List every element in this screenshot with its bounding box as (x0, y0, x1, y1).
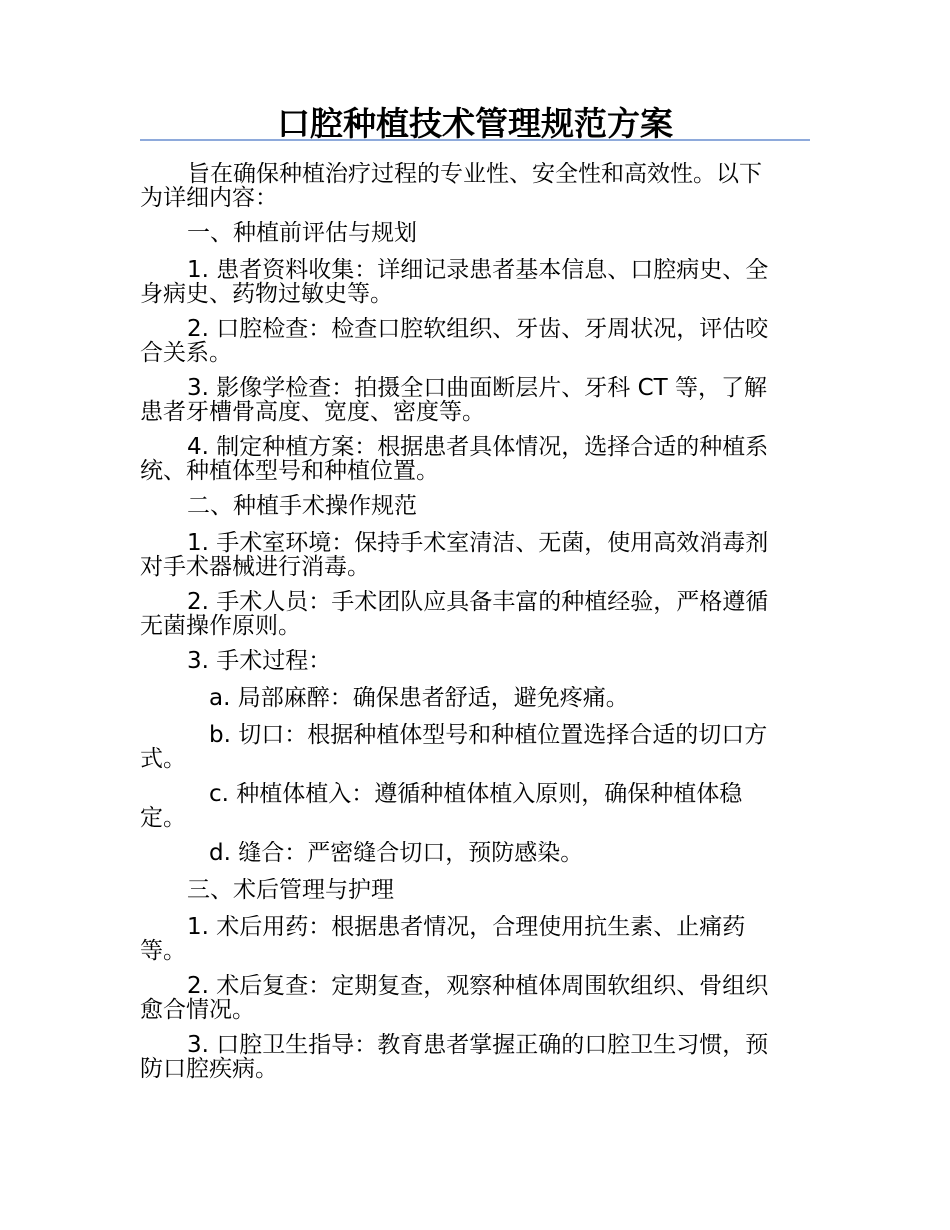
list-item (140, 1033, 810, 1081)
list-item (140, 435, 810, 483)
sub-list-item (140, 782, 810, 830)
paragraph-line: 合关系。 (140, 340, 232, 365)
list-item (140, 590, 810, 638)
paragraph-line: 定。 (140, 805, 186, 830)
paragraph-line: c. 种植体植入：遵循种植体植入原则，确保种植体稳 (209, 782, 743, 807)
paragraph-line: 患者牙槽骨高度、宽度、密度等。 (140, 399, 485, 424)
list-item (140, 915, 810, 963)
paragraph-line: d. 缝合：严密缝合切口，预防感染。 (209, 841, 584, 865)
list-item (140, 649, 810, 673)
heading-text: 二、种植手术操作规范 (187, 494, 417, 518)
paragraph-line: 3. 手术过程： (187, 649, 332, 673)
list-item (140, 376, 810, 424)
sub-list-item (140, 686, 810, 710)
paragraph-line: 1. 术后用药：根据患者情况，合理使用抗生素、止痛药 (187, 915, 746, 940)
list-item (140, 258, 810, 306)
paragraph-line: 4. 制定种植方案：根据患者具体情况，选择合适的种植系 (187, 435, 769, 460)
paragraph-line: 身病史、药物过敏史等。 (140, 281, 393, 306)
sub-list-item (140, 723, 810, 771)
section-heading-2 (140, 494, 810, 518)
paragraph-line: 1. 患者资料收集：详细记录患者基本信息、口腔病史、全 (187, 258, 769, 283)
paragraph-line: 愈合情况。 (140, 997, 255, 1022)
paragraph-line: 旨在确保种植治疗过程的专业性、安全性和高效性。以下 (187, 162, 762, 187)
paragraph-line: 3. 口腔卫生指导：教育患者掌握正确的口腔卫生习惯，预 (187, 1033, 769, 1058)
paragraph-line: 2. 术后复查：定期复查，观察种植体周围软组织、骨组织 (187, 974, 769, 999)
paragraph-line: 3. 影像学检查：拍摄全口曲面断层片、牙科 CT 等，了解 (187, 376, 767, 401)
page-title: 口腔种植技术管理规范方案 (277, 104, 673, 143)
list-item (140, 317, 810, 365)
paragraph-line: 等。 (140, 938, 186, 963)
list-item (140, 974, 810, 1022)
paragraph-line: a. 局部麻醉：确保患者舒适，避免疼痛。 (209, 686, 629, 710)
title-underline (140, 139, 810, 141)
paragraph-line: 2. 口腔检查：检查口腔软组织、牙齿、牙周状况，评估咬 (187, 317, 769, 342)
paragraph-line: 统、种植体型号和种植位置。 (140, 458, 439, 483)
paragraph-line: 对手术器械进行消毒。 (140, 554, 370, 579)
sub-list-item (140, 841, 810, 865)
paragraph-line: 2. 手术人员：手术团队应具备丰富的种植经验，严格遵循 (187, 590, 769, 615)
paragraph-line: b. 切口：根据种植体型号和种植位置选择合适的切口方 (209, 723, 768, 748)
paragraph-line: 防口腔疾病。 (140, 1056, 278, 1081)
paragraph-line: 无菌操作原则。 (140, 613, 301, 638)
section-heading-3 (140, 878, 810, 902)
heading-text: 一、种植前评估与规划 (187, 221, 417, 245)
paragraph-line: 为详细内容： (140, 185, 278, 210)
heading-text: 三、术后管理与护理 (187, 878, 394, 902)
paragraph-line: 式。 (140, 746, 186, 771)
list-item (140, 531, 810, 579)
section-heading-1 (140, 221, 810, 245)
paragraph-line: 1. 手术室环境：保持手术室清洁、无菌，使用高效消毒剂 (187, 531, 769, 556)
paragraph-intro (140, 162, 810, 210)
